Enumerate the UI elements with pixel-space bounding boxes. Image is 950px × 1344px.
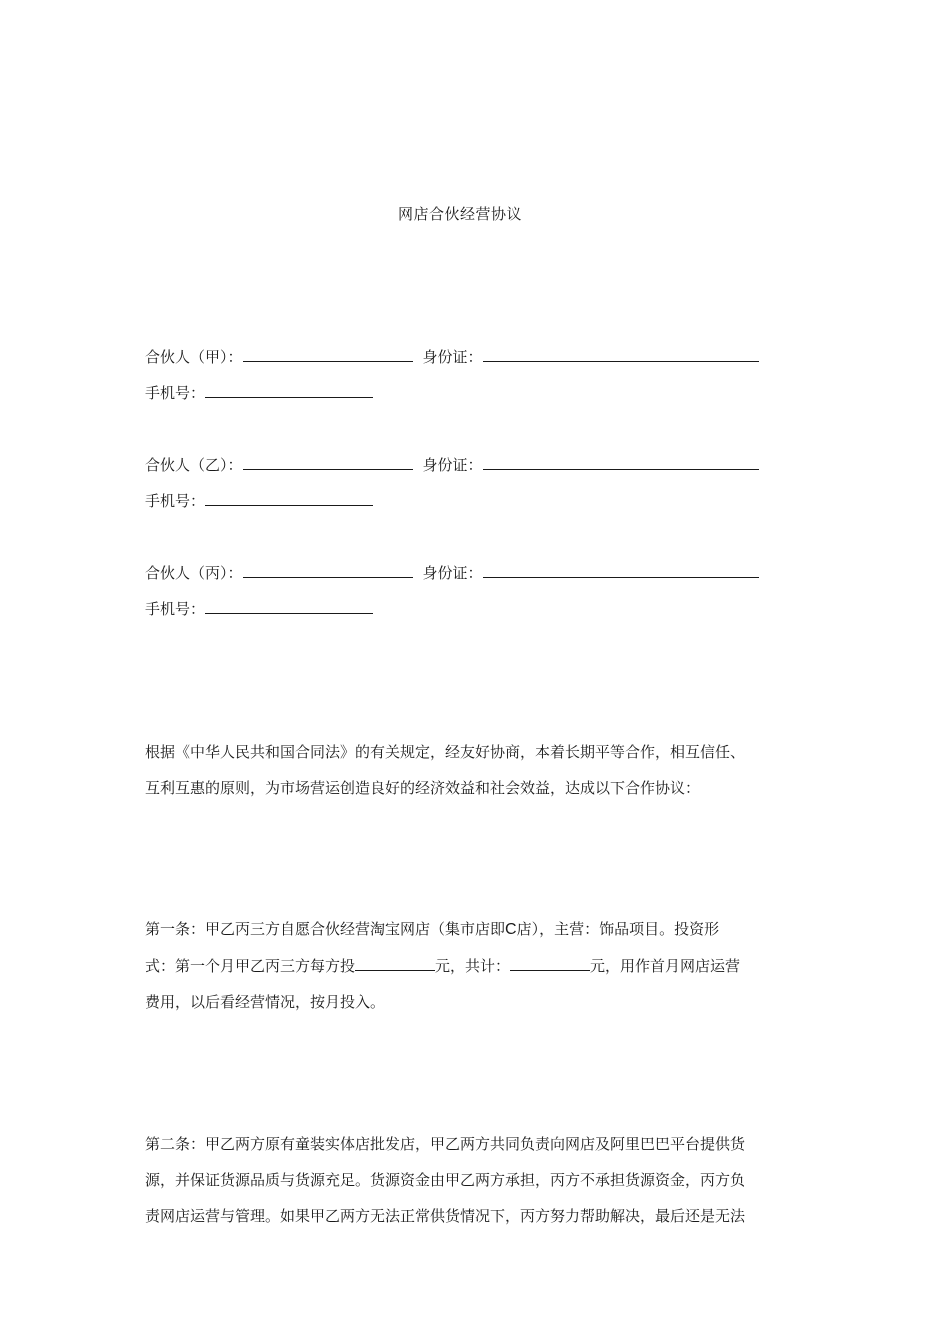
preamble-line-1: 根据《中华人民共和国合同法》的有关规定，经友好协商，本着长期平等合作，相互信任、	[145, 743, 746, 761]
partner-a-row	[145, 345, 759, 367]
partner-b-phone-blank	[205, 489, 373, 506]
partner-a-phone-row	[145, 381, 373, 403]
partner-b-phone-label: 手机号：	[145, 492, 206, 510]
article-1-line-1	[145, 911, 810, 948]
partner-c-id-blank	[483, 561, 759, 578]
partner-c-id-label: 身份证：	[422, 564, 483, 582]
partner-c-phone-blank	[205, 597, 373, 614]
article-1-line-3: 费用，以后看经营情况，按月投入。	[145, 993, 386, 1011]
partner-b-label: 合伙人（乙）：	[145, 456, 243, 474]
partner-a-id-blank	[483, 345, 759, 362]
partner-a-id-label: 身份证：	[422, 348, 483, 366]
article-2-line-1: 第二条：甲乙两方原有童装实体店批发店，甲乙两方共同负责向网店及阿里巴巴平台提供货	[145, 1135, 746, 1153]
document-title: 网店合伙经营协议	[397, 205, 522, 223]
partner-c-phone-label: 手机号：	[145, 600, 206, 618]
article-1-store-type: C	[505, 921, 517, 938]
partner-b-name-blank	[243, 453, 413, 470]
article-1-invest-label: 式：第一个月甲乙丙三方每方投	[145, 957, 356, 975]
investment-total-blank	[510, 954, 590, 971]
article-1-text-b: 店），主营：饰品项目。投资形	[516, 920, 720, 938]
article-1-paragraph	[145, 911, 810, 1020]
partner-b-id-blank	[483, 453, 759, 470]
article-1-text-a: 第一条：甲乙丙三方自愿合伙经营淘宝网店（集市店即	[145, 920, 506, 938]
preamble-paragraph	[145, 734, 810, 806]
partner-c-label: 合伙人（丙）：	[145, 564, 243, 582]
investment-per-party-blank	[355, 954, 435, 971]
partner-c-phone-row	[145, 597, 373, 619]
partner-b-id-label: 身份证：	[422, 456, 483, 474]
partner-a-label: 合伙人（甲）：	[145, 348, 243, 366]
article-1-line-2	[145, 948, 810, 984]
article-2-line-3: 责网店运营与管理。如果甲乙两方无法正常供货情况下，丙方努力帮助解决，最后还是无法	[145, 1207, 746, 1225]
article-1-usage-text: 元，用作首月网店运营	[590, 957, 741, 975]
partner-a-phone-label: 手机号：	[145, 384, 206, 402]
partner-a-name-blank	[243, 345, 413, 362]
partner-c-row	[145, 561, 759, 583]
partner-b-row	[145, 453, 759, 475]
partner-b-phone-row	[145, 489, 373, 511]
article-2-line-2: 源，并保证货源品质与货源充足。货源资金由甲乙两方承担，丙方不承担货源资金，丙方负	[145, 1171, 746, 1189]
article-2-paragraph	[145, 1126, 810, 1234]
partner-c-name-blank	[243, 561, 413, 578]
partner-a-phone-blank	[205, 381, 373, 398]
preamble-line-2: 互利互惠的原则，为市场营运创造良好的经济效益和社会效益，达成以下合作协议：	[145, 779, 701, 797]
article-1-total-label: 元，共计：	[435, 957, 511, 975]
